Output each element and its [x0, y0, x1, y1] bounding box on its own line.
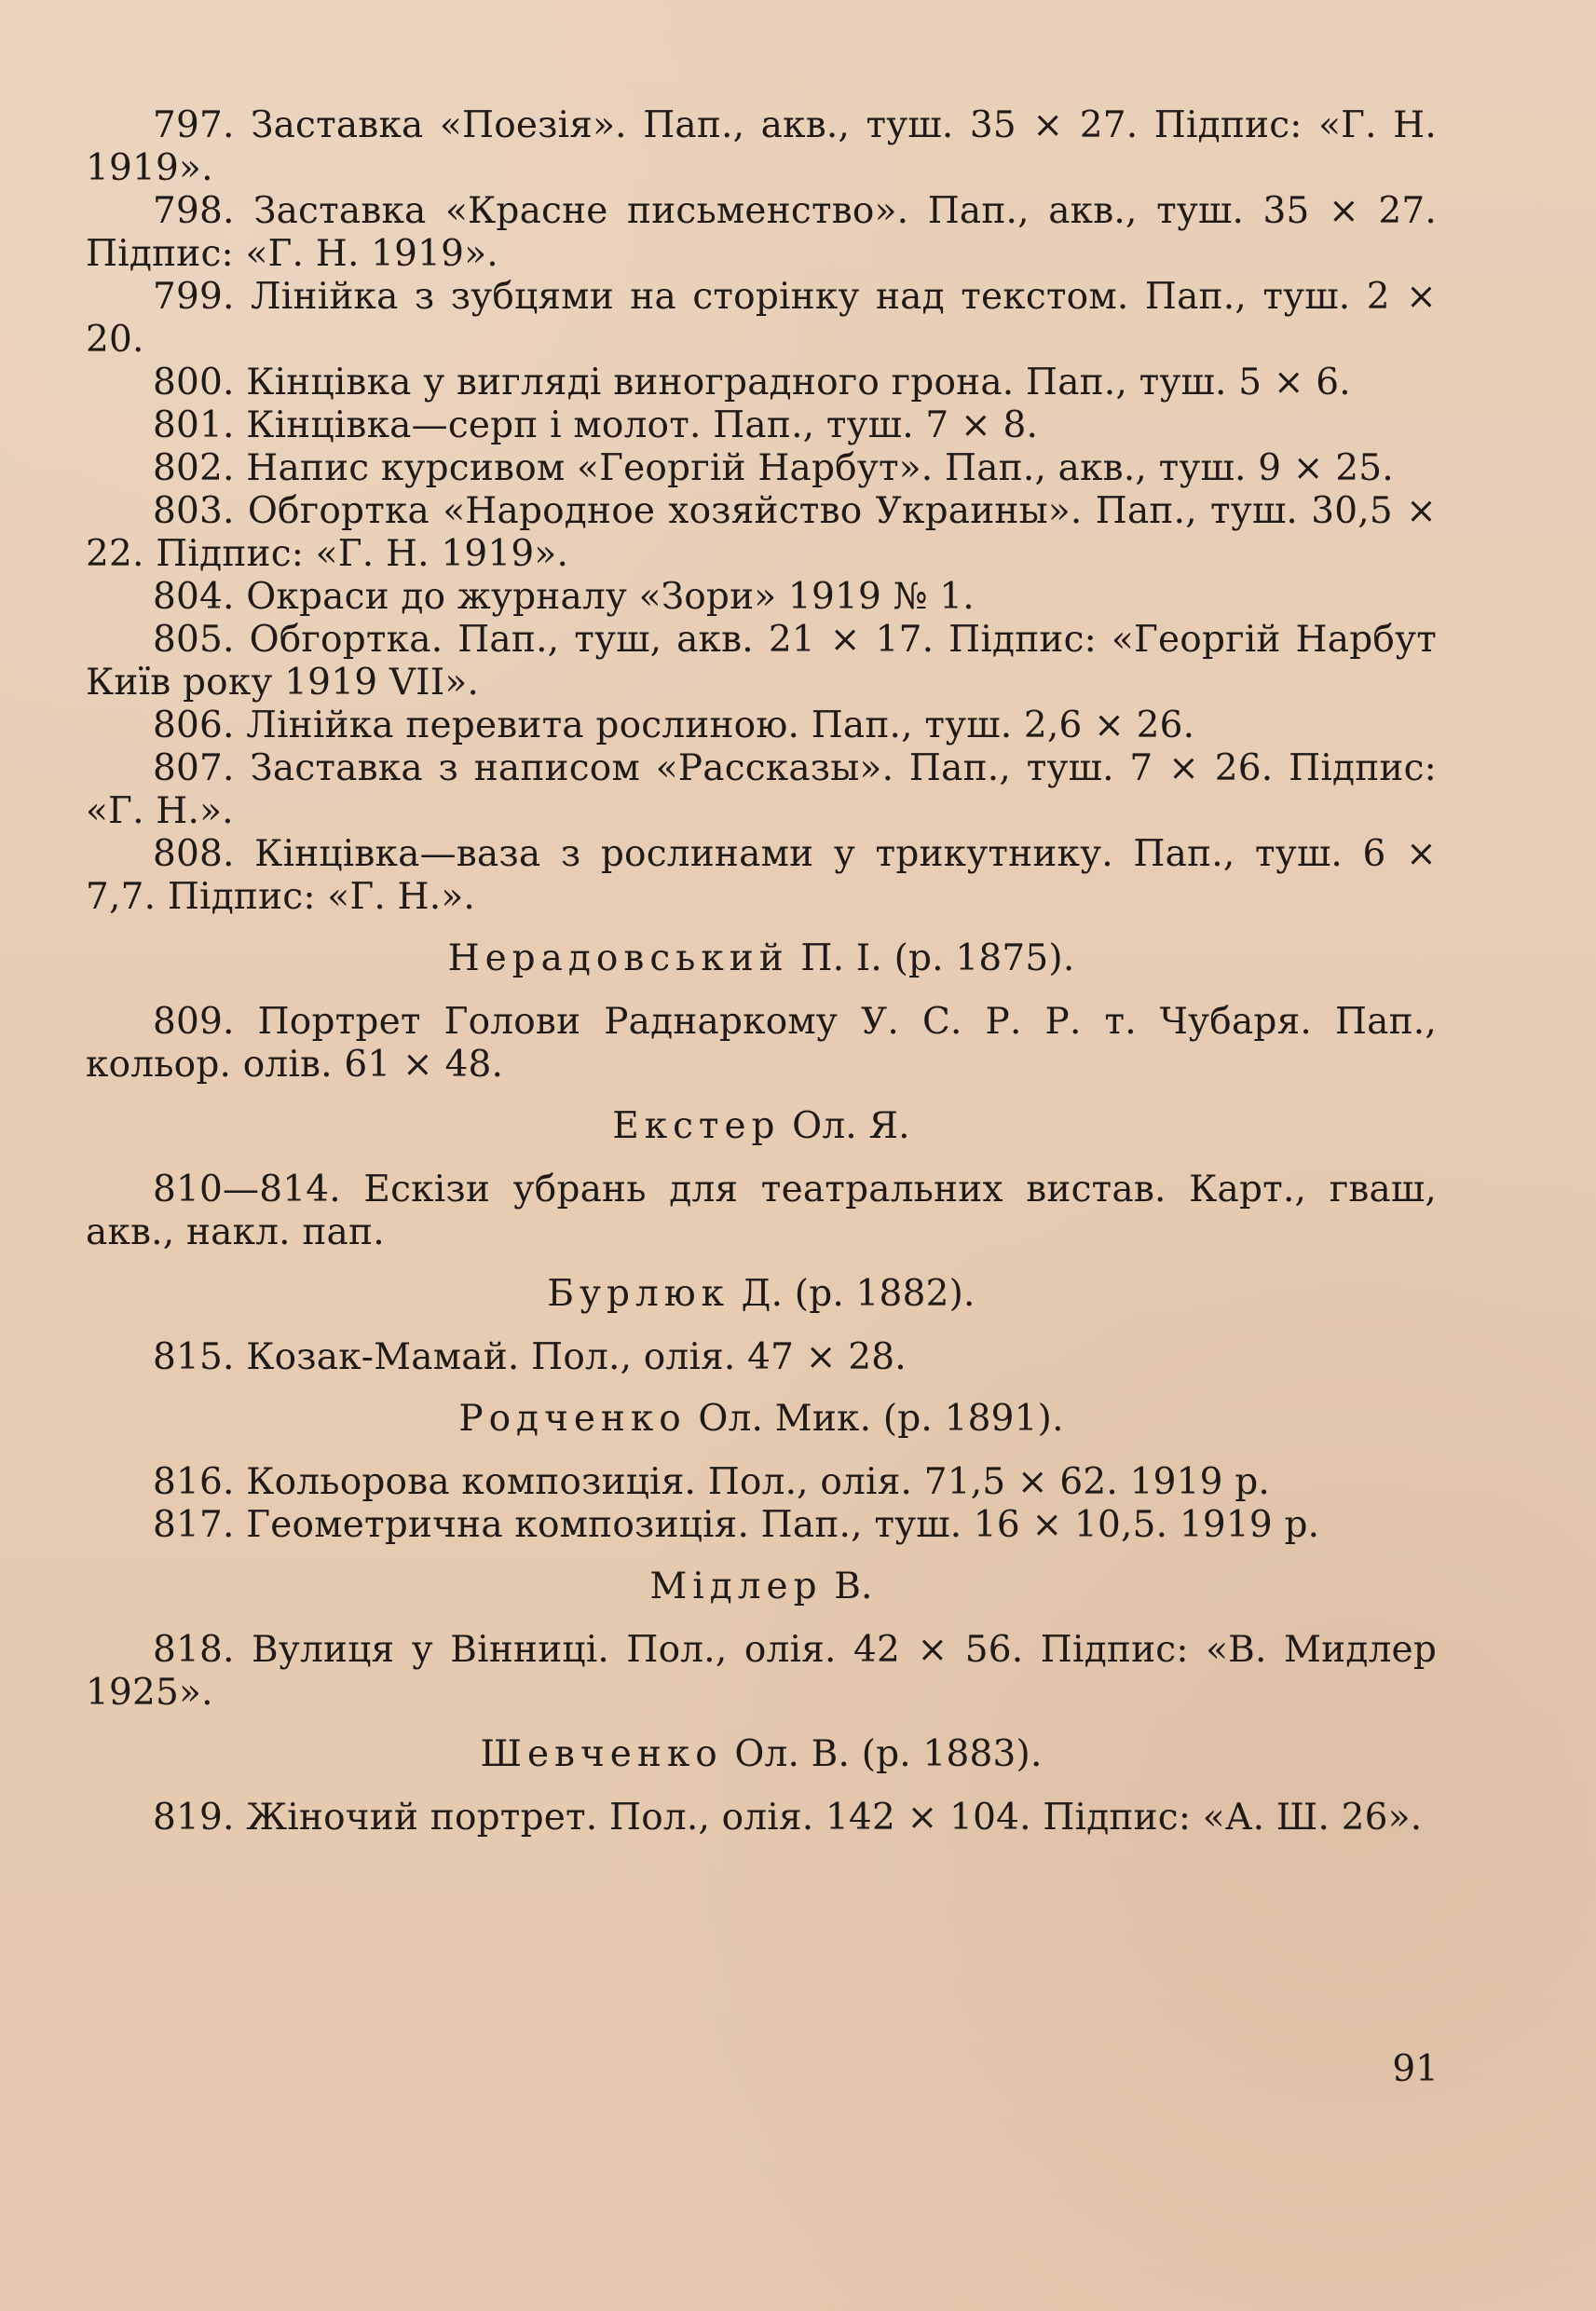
catalog-entry-809: 809. Портрет Голови Раднаркому У. С. Р. Р. т. Чубаря. Пап., кольор. олів. 61 × 48. [86, 1001, 1437, 1086]
heading-rodchenko-name: Родченко [458, 1398, 687, 1440]
catalog-entry-798: 798. Заставка «Красне письменство». Пап., акв., туш. 35 × 27. Підпис: «Г. Н. 1919». [86, 190, 1437, 275]
heading-shevchenko-details: Ол. В. (р. 1883). [734, 1733, 1043, 1775]
page-number: 91 [1392, 2048, 1439, 2090]
catalog-entry-804: 804. Окраси до журналу «Зори» 1919 № 1. [153, 576, 975, 618]
heading-rodchenko [86, 1398, 1437, 1441]
catalog-text-block [86, 104, 1437, 1839]
heading-midler-details: В. [834, 1566, 873, 1607]
heading-exter [86, 1105, 1437, 1148]
heading-neradovskyi [86, 937, 1437, 980]
heading-burliuk [86, 1273, 1437, 1316]
catalog-entry-817: 817. Геометрична композиція. Пап., туш. 16 × 10,5. 1919 р. [153, 1504, 1320, 1546]
catalog-entry-807: 807. Заставка з написом «Рассказы». Пап., туш. 7 × 26. Підпис: «Г. Н.». [86, 747, 1437, 832]
heading-midler-name: Мідлер [649, 1566, 823, 1607]
catalog-entry-800: 800. Кінцівка у вигляді виноградного грона. Пап., туш. 5 × 6. [153, 362, 1351, 403]
heading-exter-details: Ол. Я. [792, 1105, 910, 1147]
catalog-entry-810-814: 810—814. Ескізи убрань для театральних вистав. Карт., гваш, акв., накл. пап. [86, 1169, 1437, 1253]
heading-burliuk-details: Д. (р. 1882). [741, 1273, 975, 1315]
heading-midler [86, 1566, 1437, 1608]
heading-burliuk-name: Бурлюк [547, 1273, 730, 1315]
heading-exter-name: Екстер [612, 1105, 781, 1147]
catalog-entry-808: 808. Кінцівка—ваза з рослинами у трикутнику. Пап., туш. 6 × 7,7. Підпис: «Г. Н.». [86, 833, 1437, 918]
catalog-entry-819: 819. Жіночий портрет. Пол., олія. 142 × 104. Підпис: «А. Ш. 26». [153, 1797, 1423, 1839]
catalog-entry-815: 815. Козак-Мамай. Пол., олія. 47 × 28. [153, 1336, 907, 1378]
catalog-entry-801: 801. Кінцівка—серп і молот. Пап., туш. 7 × 8. [153, 404, 1039, 446]
heading-shevchenko-name: Шевченко [480, 1733, 723, 1775]
catalog-entry-806: 806. Лінійка перевита рослиною. Пап., туш. 2,6 × 26. [153, 704, 1195, 746]
heading-neradovskyi-details: П. І. (р. 1875). [800, 937, 1075, 979]
catalog-entry-797: 797. Заставка «Поезія». Пап., акв., туш. 35 × 27. Підпис: «Г. Н. 1919». [86, 104, 1437, 189]
catalog-entry-802: 802. Напис курсивом «Георгій Нарбут». Пап., акв., туш. 9 × 25. [153, 447, 1394, 489]
catalog-entry-799: 799. Лінійка з зубцями на сторінку над текстом. Пап., туш. 2 × 20. [86, 276, 1437, 361]
catalog-entry-816: 816. Кольорова композиція. Пол., олія. 71,5 × 62. 1919 р. [153, 1461, 1271, 1503]
heading-neradovskyi-name: Нерадовський [447, 937, 789, 979]
catalog-entry-803: 803. Обгортка «Народное хозяйство Украины». Пап., туш. 30,5 × 22. Підпис: «Г. Н. 1919». [86, 490, 1437, 575]
heading-rodchenko-details: Ол. Мик. (р. 1891). [698, 1398, 1064, 1440]
catalog-entry-818: 818. Вулиця у Вінниці. Пол., олія. 42 × 56. Підпис: «В. Мидлер 1925». [86, 1629, 1437, 1714]
catalog-entry-805: 805. Обгортка. Пап., туш, акв. 21 × 17. Підпис: «Георгій Нарбут Київ року 1919 VII». [86, 619, 1437, 704]
heading-shevchenko [86, 1733, 1437, 1776]
